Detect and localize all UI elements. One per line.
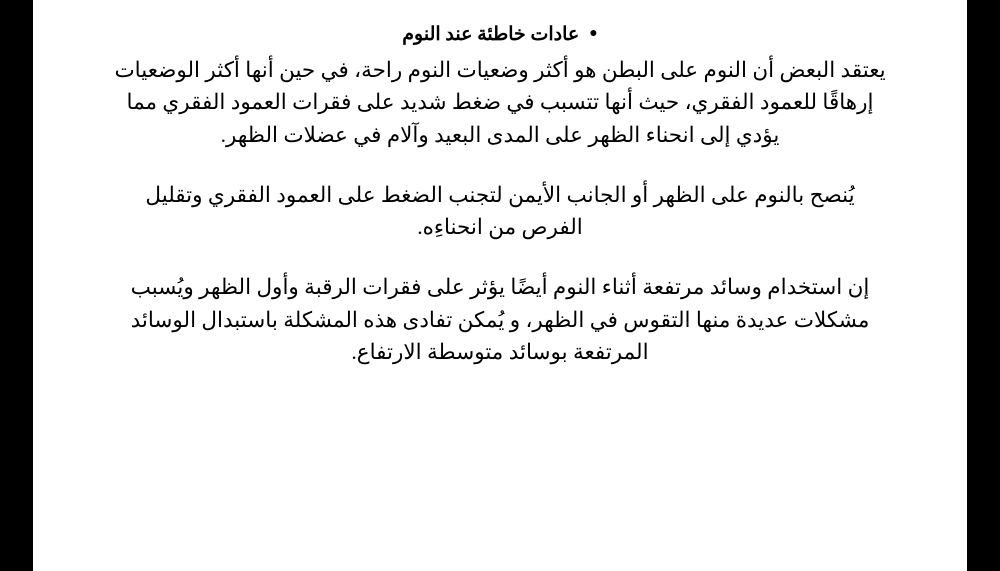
paragraph-spacer-2 [79,244,921,271]
paragraph-3: إن استخدام وسائد مرتفعة أثناء النوم أيضًا يؤثر على فقرات الرقبة وأول الظهر ويُسبب مشكلات عديدة منها التقوس في الظهر، و يُمكن تفادى هذه المشكلة باستبدال الوسائد المرتفعة بوسائد متوسطة الارتفاع. [130,275,870,365]
bullet-heading-row [79,22,921,48]
slide-content [33,0,967,571]
bullet-point-icon: ● [589,25,598,41]
bullet-heading-text: عادات خاطئة عند النوم [402,24,580,45]
paragraph-1: يعتقد البعض أن النوم على البطن هو أكثر وضعيات النوم راحة، في حين أنها أكثر الوضعيات إرهاقًا للعمود الفقري، حيث أنها تتسبب في ضغط شديد على فقرات العمود الفقري مما يؤدي إلى انحناء الظهر على المدى البعيد وآلام في عضلات الظهر. [114,57,886,147]
paragraph-2: يُنصح بالنوم على الظهر أو الجانب الأيمن لتجنب الضغط على العمود الفقري وتقليل الفرص من انحناءِه. [145,182,855,240]
paragraph-spacer-1 [79,152,921,179]
slide-canvas [33,0,967,571]
